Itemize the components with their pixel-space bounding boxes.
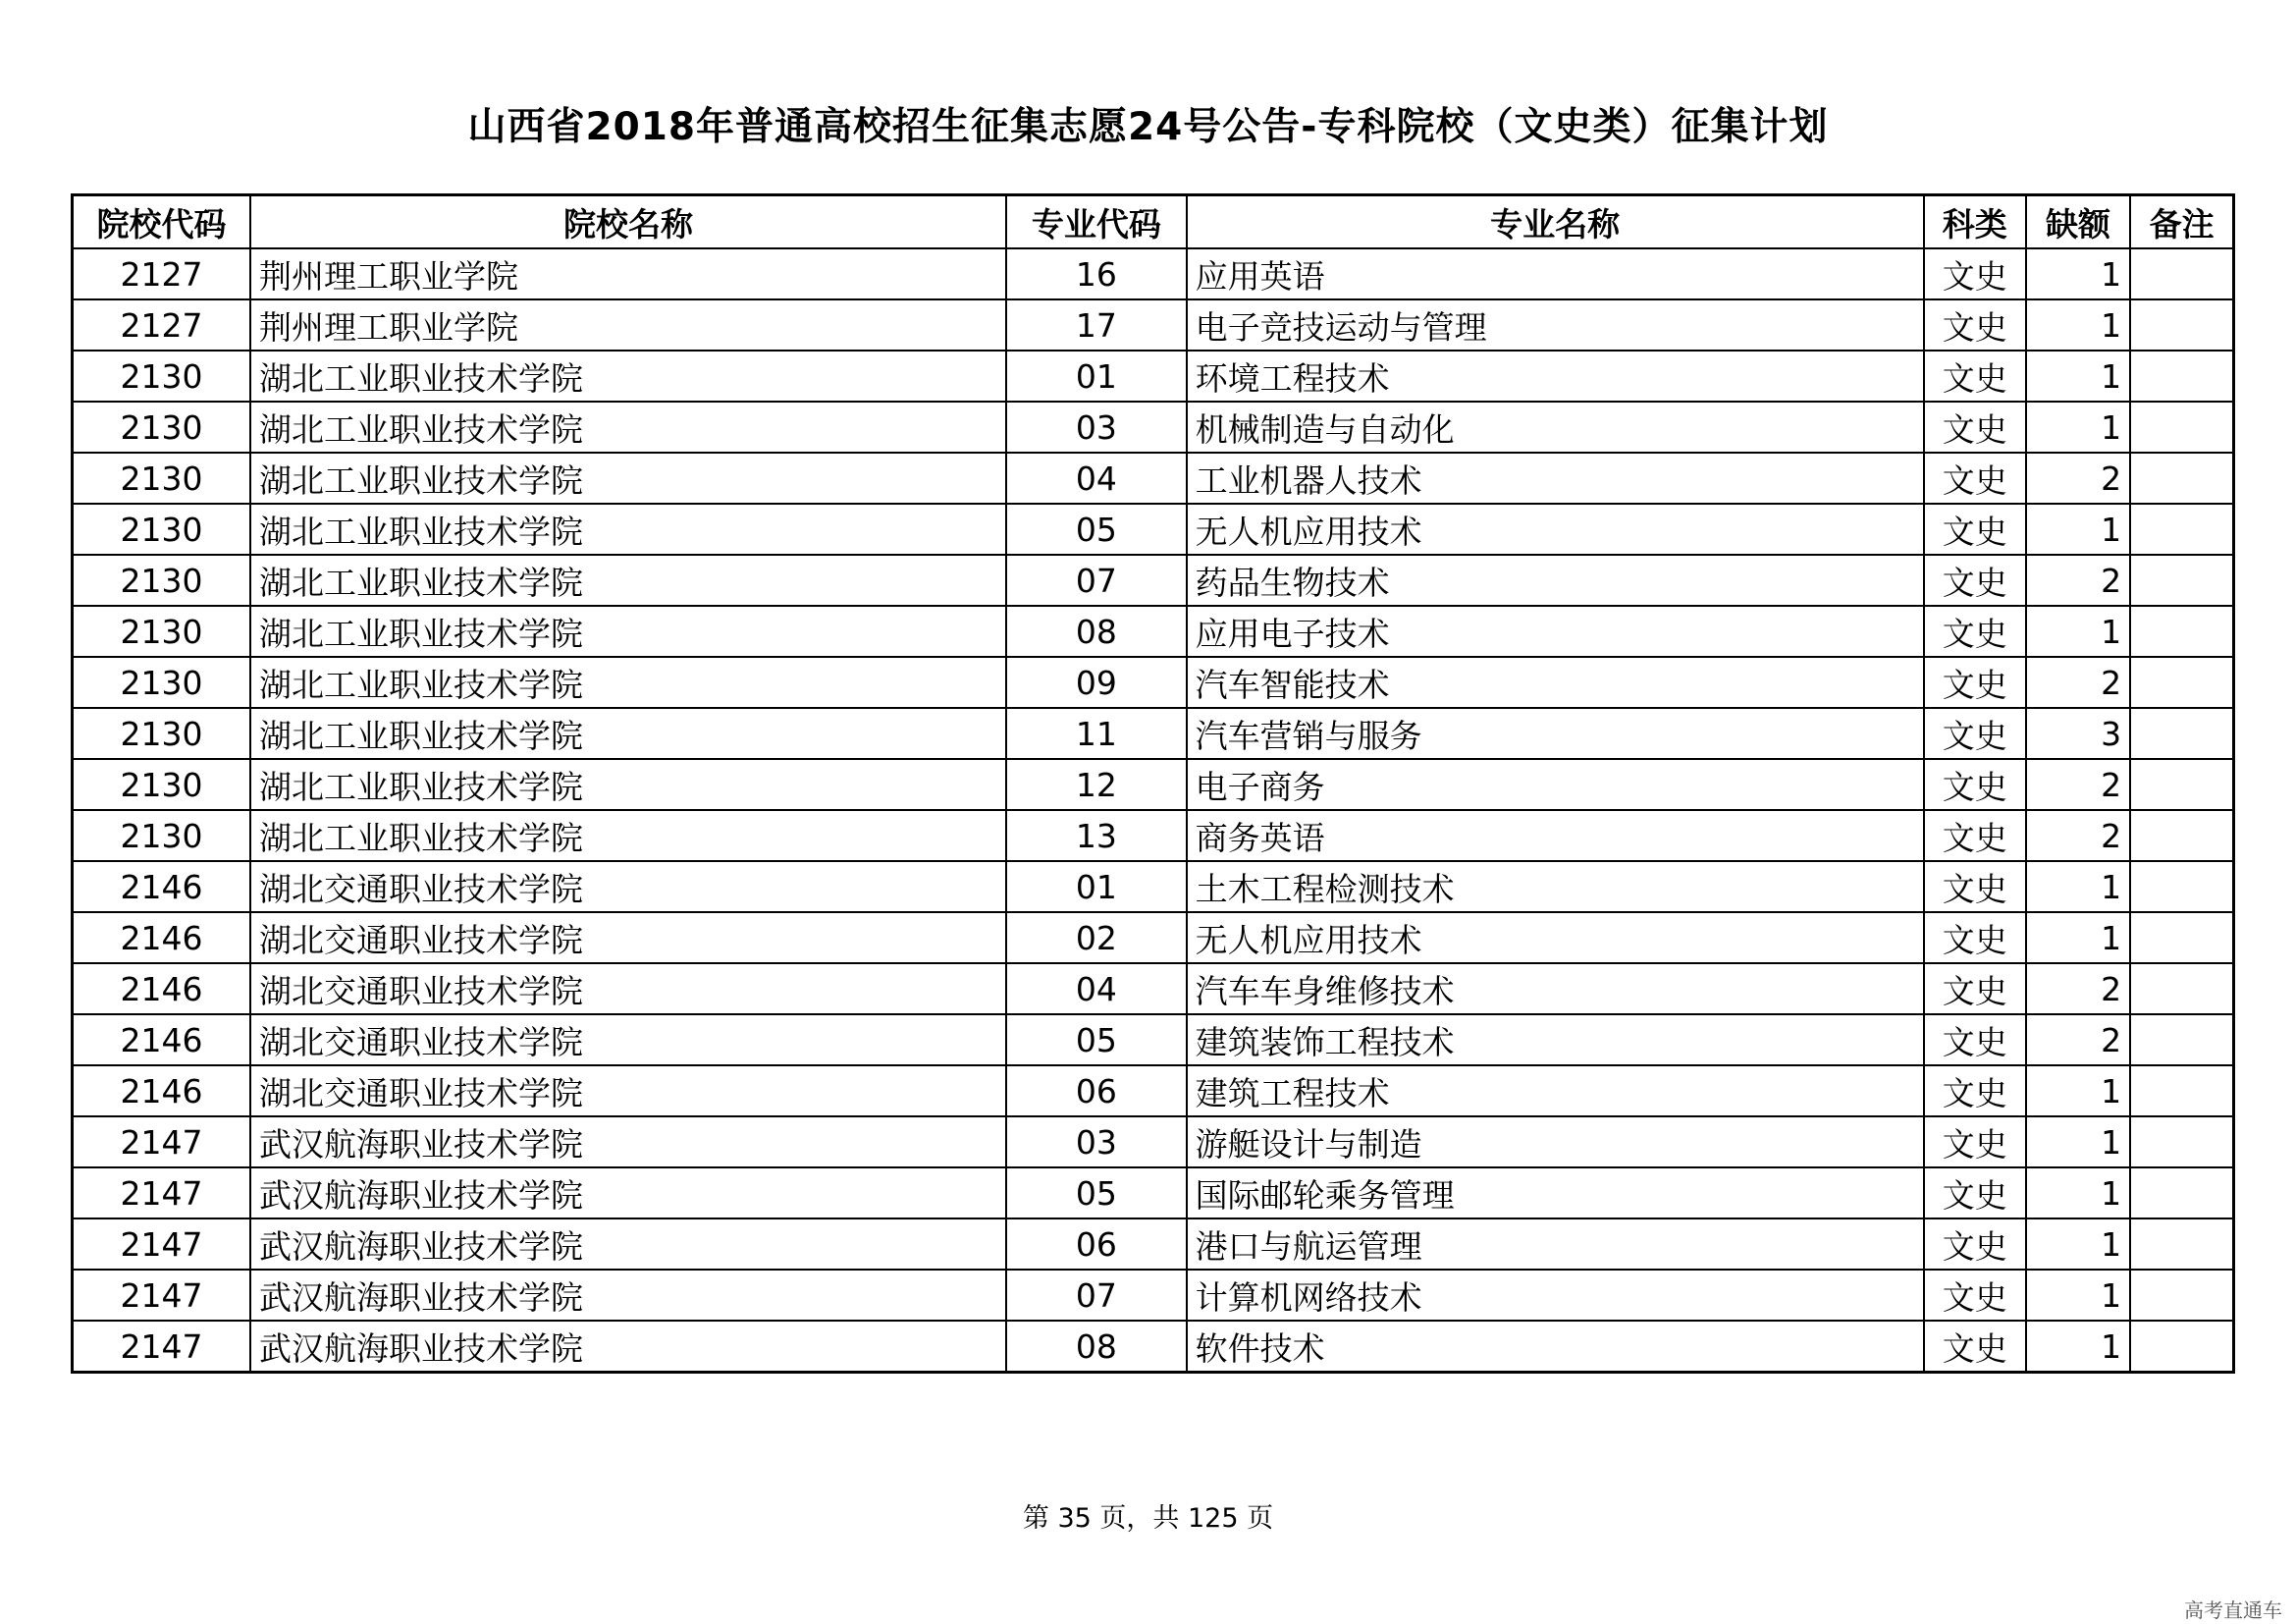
cell-school-name: 武汉航海职业技术学院 — [250, 1321, 1006, 1373]
cell-vacancy: 1 — [2026, 299, 2130, 351]
cell-school-name: 湖北交通职业技术学院 — [250, 861, 1006, 912]
cell-category: 文史 — [1924, 299, 2026, 351]
cell-school-code: 2147 — [73, 1270, 250, 1321]
table-row — [73, 248, 2234, 299]
cell-vacancy: 1 — [2026, 861, 2130, 912]
cell-vacancy: 1 — [2026, 1116, 2130, 1167]
cell-major-code: 01 — [1006, 861, 1187, 912]
table-row — [73, 708, 2234, 759]
page-number: 第 35 页，共 125 页 — [1022, 1503, 1274, 1534]
cell-category: 文史 — [1924, 402, 2026, 453]
cell-school-code: 2146 — [73, 1014, 250, 1065]
table-row — [73, 504, 2234, 555]
cell-remarks — [2130, 248, 2233, 299]
cell-remarks — [2130, 1321, 2233, 1373]
cell-school-code: 2130 — [73, 759, 250, 810]
cell-major-code: 08 — [1006, 1321, 1187, 1373]
cell-major-name: 国际邮轮乘务管理 — [1187, 1167, 1924, 1218]
table-row — [73, 912, 2234, 963]
cell-category: 文史 — [1924, 1014, 2026, 1065]
cell-major-code: 11 — [1006, 708, 1187, 759]
cell-category: 文史 — [1924, 912, 2026, 963]
cell-remarks — [2130, 1065, 2233, 1116]
header-major-name: 专业名称 — [1187, 195, 1924, 249]
cell-major-name: 环境工程技术 — [1187, 351, 1924, 402]
cell-major-name: 无人机应用技术 — [1187, 912, 1924, 963]
cell-remarks — [2130, 963, 2233, 1014]
cell-major-code: 13 — [1006, 810, 1187, 861]
cell-remarks — [2130, 1270, 2233, 1321]
cell-remarks — [2130, 504, 2233, 555]
cell-vacancy: 2 — [2026, 555, 2130, 606]
cell-vacancy: 1 — [2026, 1270, 2130, 1321]
cell-school-code: 2127 — [73, 299, 250, 351]
watermark: 高考直通车 — [2184, 1598, 2282, 1622]
cell-major-code: 01 — [1006, 351, 1187, 402]
cell-remarks — [2130, 708, 2233, 759]
table-row — [73, 351, 2234, 402]
cell-school-name: 湖北工业职业技术学院 — [250, 504, 1006, 555]
table-row — [73, 861, 2234, 912]
cell-school-name: 湖北工业职业技术学院 — [250, 453, 1006, 504]
cell-major-code: 09 — [1006, 657, 1187, 708]
cell-major-code: 05 — [1006, 504, 1187, 555]
table-row — [73, 606, 2234, 657]
cell-school-code: 2127 — [73, 248, 250, 299]
header-vacancy: 缺额 — [2026, 195, 2130, 249]
table-row — [73, 453, 2234, 504]
cell-school-code: 2130 — [73, 351, 250, 402]
cell-vacancy: 2 — [2026, 810, 2130, 861]
cell-vacancy: 1 — [2026, 1065, 2130, 1116]
cell-school-code: 2147 — [73, 1218, 250, 1270]
header-school-name: 院校名称 — [250, 195, 1006, 249]
cell-vacancy: 1 — [2026, 248, 2130, 299]
cell-remarks — [2130, 810, 2233, 861]
cell-vacancy: 2 — [2026, 759, 2130, 810]
table-row — [73, 402, 2234, 453]
cell-major-code: 17 — [1006, 299, 1187, 351]
cell-school-code: 2130 — [73, 453, 250, 504]
cell-major-code: 03 — [1006, 1116, 1187, 1167]
cell-school-name: 湖北交通职业技术学院 — [250, 1014, 1006, 1065]
cell-category: 文史 — [1924, 1167, 2026, 1218]
cell-major-code: 04 — [1006, 453, 1187, 504]
cell-category: 文史 — [1924, 1270, 2026, 1321]
cell-category: 文史 — [1924, 606, 2026, 657]
cell-remarks — [2130, 351, 2233, 402]
cell-major-name: 工业机器人技术 — [1187, 453, 1924, 504]
cell-remarks — [2130, 606, 2233, 657]
cell-remarks — [2130, 861, 2233, 912]
cell-vacancy: 1 — [2026, 1218, 2130, 1270]
table-row — [73, 963, 2234, 1014]
table-header-row — [73, 195, 2234, 249]
table-row — [73, 299, 2234, 351]
cell-major-name: 机械制造与自动化 — [1187, 402, 1924, 453]
cell-remarks — [2130, 453, 2233, 504]
cell-major-name: 建筑装饰工程技术 — [1187, 1014, 1924, 1065]
cell-vacancy: 3 — [2026, 708, 2130, 759]
enrollment-plan-table — [71, 193, 2235, 1374]
cell-major-name: 计算机网络技术 — [1187, 1270, 1924, 1321]
cell-major-name: 药品生物技术 — [1187, 555, 1924, 606]
cell-school-name: 湖北工业职业技术学院 — [250, 606, 1006, 657]
table-row — [73, 759, 2234, 810]
cell-remarks — [2130, 1014, 2233, 1065]
header-category: 科类 — [1924, 195, 2026, 249]
cell-school-code: 2147 — [73, 1167, 250, 1218]
table-row — [73, 1065, 2234, 1116]
cell-major-code: 06 — [1006, 1065, 1187, 1116]
cell-major-name: 游艇设计与制造 — [1187, 1116, 1924, 1167]
cell-remarks — [2130, 299, 2233, 351]
table-row — [73, 1014, 2234, 1065]
page-title: 山西省2018年普通高校招生征集志愿24号公告-专科院校（文史类）征集计划 — [467, 105, 1829, 149]
cell-category: 文史 — [1924, 810, 2026, 861]
cell-category: 文史 — [1924, 1065, 2026, 1116]
cell-remarks — [2130, 912, 2233, 963]
table-row — [73, 657, 2234, 708]
cell-remarks — [2130, 1218, 2233, 1270]
cell-vacancy: 2 — [2026, 963, 2130, 1014]
table-row — [73, 1116, 2234, 1167]
cell-vacancy: 2 — [2026, 657, 2130, 708]
cell-school-code: 2130 — [73, 708, 250, 759]
cell-school-name: 湖北工业职业技术学院 — [250, 657, 1006, 708]
cell-school-code: 2130 — [73, 555, 250, 606]
cell-school-name: 武汉航海职业技术学院 — [250, 1218, 1006, 1270]
table-row — [73, 1167, 2234, 1218]
cell-major-name: 商务英语 — [1187, 810, 1924, 861]
cell-remarks — [2130, 759, 2233, 810]
cell-school-name: 湖北工业职业技术学院 — [250, 555, 1006, 606]
cell-major-code: 06 — [1006, 1218, 1187, 1270]
cell-vacancy: 1 — [2026, 606, 2130, 657]
cell-school-name: 武汉航海职业技术学院 — [250, 1270, 1006, 1321]
cell-vacancy: 2 — [2026, 1014, 2130, 1065]
cell-major-name: 土木工程检测技术 — [1187, 861, 1924, 912]
cell-school-name: 湖北交通职业技术学院 — [250, 963, 1006, 1014]
cell-school-code: 2130 — [73, 402, 250, 453]
cell-vacancy: 1 — [2026, 351, 2130, 402]
cell-school-code: 2147 — [73, 1116, 250, 1167]
cell-category: 文史 — [1924, 657, 2026, 708]
cell-school-name: 湖北工业职业技术学院 — [250, 402, 1006, 453]
cell-category: 文史 — [1924, 963, 2026, 1014]
cell-category: 文史 — [1924, 248, 2026, 299]
cell-school-name: 湖北交通职业技术学院 — [250, 1065, 1006, 1116]
cell-vacancy: 1 — [2026, 504, 2130, 555]
cell-school-code: 2146 — [73, 1065, 250, 1116]
cell-major-code: 03 — [1006, 402, 1187, 453]
cell-remarks — [2130, 1116, 2233, 1167]
cell-major-name: 建筑工程技术 — [1187, 1065, 1924, 1116]
cell-school-code: 2130 — [73, 504, 250, 555]
cell-major-name: 电子竞技运动与管理 — [1187, 299, 1924, 351]
cell-major-code: 04 — [1006, 963, 1187, 1014]
cell-category: 文史 — [1924, 453, 2026, 504]
cell-school-code: 2130 — [73, 606, 250, 657]
table-row — [73, 810, 2234, 861]
cell-vacancy: 1 — [2026, 402, 2130, 453]
cell-school-code: 2146 — [73, 861, 250, 912]
cell-remarks — [2130, 555, 2233, 606]
cell-school-name: 湖北工业职业技术学院 — [250, 708, 1006, 759]
cell-vacancy: 1 — [2026, 1321, 2130, 1373]
cell-vacancy: 1 — [2026, 912, 2130, 963]
cell-major-code: 12 — [1006, 759, 1187, 810]
cell-school-name: 武汉航海职业技术学院 — [250, 1167, 1006, 1218]
cell-category: 文史 — [1924, 1218, 2026, 1270]
table-row — [73, 1321, 2234, 1373]
cell-school-code: 2130 — [73, 810, 250, 861]
cell-category: 文史 — [1924, 351, 2026, 402]
cell-major-name: 汽车营销与服务 — [1187, 708, 1924, 759]
cell-major-name: 电子商务 — [1187, 759, 1924, 810]
cell-category: 文史 — [1924, 861, 2026, 912]
cell-school-code: 2146 — [73, 963, 250, 1014]
cell-category: 文史 — [1924, 759, 2026, 810]
cell-major-name: 汽车智能技术 — [1187, 657, 1924, 708]
cell-major-name: 无人机应用技术 — [1187, 504, 1924, 555]
cell-school-name: 荆州理工职业学院 — [250, 299, 1006, 351]
table-row — [73, 1218, 2234, 1270]
cell-school-name: 荆州理工职业学院 — [250, 248, 1006, 299]
cell-major-code: 02 — [1006, 912, 1187, 963]
cell-major-code: 05 — [1006, 1167, 1187, 1218]
cell-remarks — [2130, 657, 2233, 708]
cell-major-name: 港口与航运管理 — [1187, 1218, 1924, 1270]
cell-school-name: 湖北工业职业技术学院 — [250, 759, 1006, 810]
cell-category: 文史 — [1924, 708, 2026, 759]
cell-school-name: 湖北工业职业技术学院 — [250, 810, 1006, 861]
cell-category: 文史 — [1924, 504, 2026, 555]
cell-major-name: 应用电子技术 — [1187, 606, 1924, 657]
cell-major-name: 汽车车身维修技术 — [1187, 963, 1924, 1014]
cell-major-name: 应用英语 — [1187, 248, 1924, 299]
cell-vacancy: 1 — [2026, 1167, 2130, 1218]
header-major-code: 专业代码 — [1006, 195, 1187, 249]
cell-school-name: 湖北交通职业技术学院 — [250, 912, 1006, 963]
cell-major-code: 05 — [1006, 1014, 1187, 1065]
cell-major-code: 08 — [1006, 606, 1187, 657]
cell-school-code: 2130 — [73, 657, 250, 708]
cell-major-code: 16 — [1006, 248, 1187, 299]
cell-major-code: 07 — [1006, 555, 1187, 606]
table-row — [73, 1270, 2234, 1321]
cell-school-code: 2146 — [73, 912, 250, 963]
cell-remarks — [2130, 1167, 2233, 1218]
cell-school-name: 武汉航海职业技术学院 — [250, 1116, 1006, 1167]
cell-major-name: 软件技术 — [1187, 1321, 1924, 1373]
cell-vacancy: 2 — [2026, 453, 2130, 504]
cell-school-name: 湖北工业职业技术学院 — [250, 351, 1006, 402]
cell-category: 文史 — [1924, 1116, 2026, 1167]
header-school-code: 院校代码 — [73, 195, 250, 249]
cell-remarks — [2130, 402, 2233, 453]
cell-category: 文史 — [1924, 1321, 2026, 1373]
table-row — [73, 555, 2234, 606]
header-remarks: 备注 — [2130, 195, 2233, 249]
cell-major-code: 07 — [1006, 1270, 1187, 1321]
cell-school-code: 2147 — [73, 1321, 250, 1373]
cell-category: 文史 — [1924, 555, 2026, 606]
